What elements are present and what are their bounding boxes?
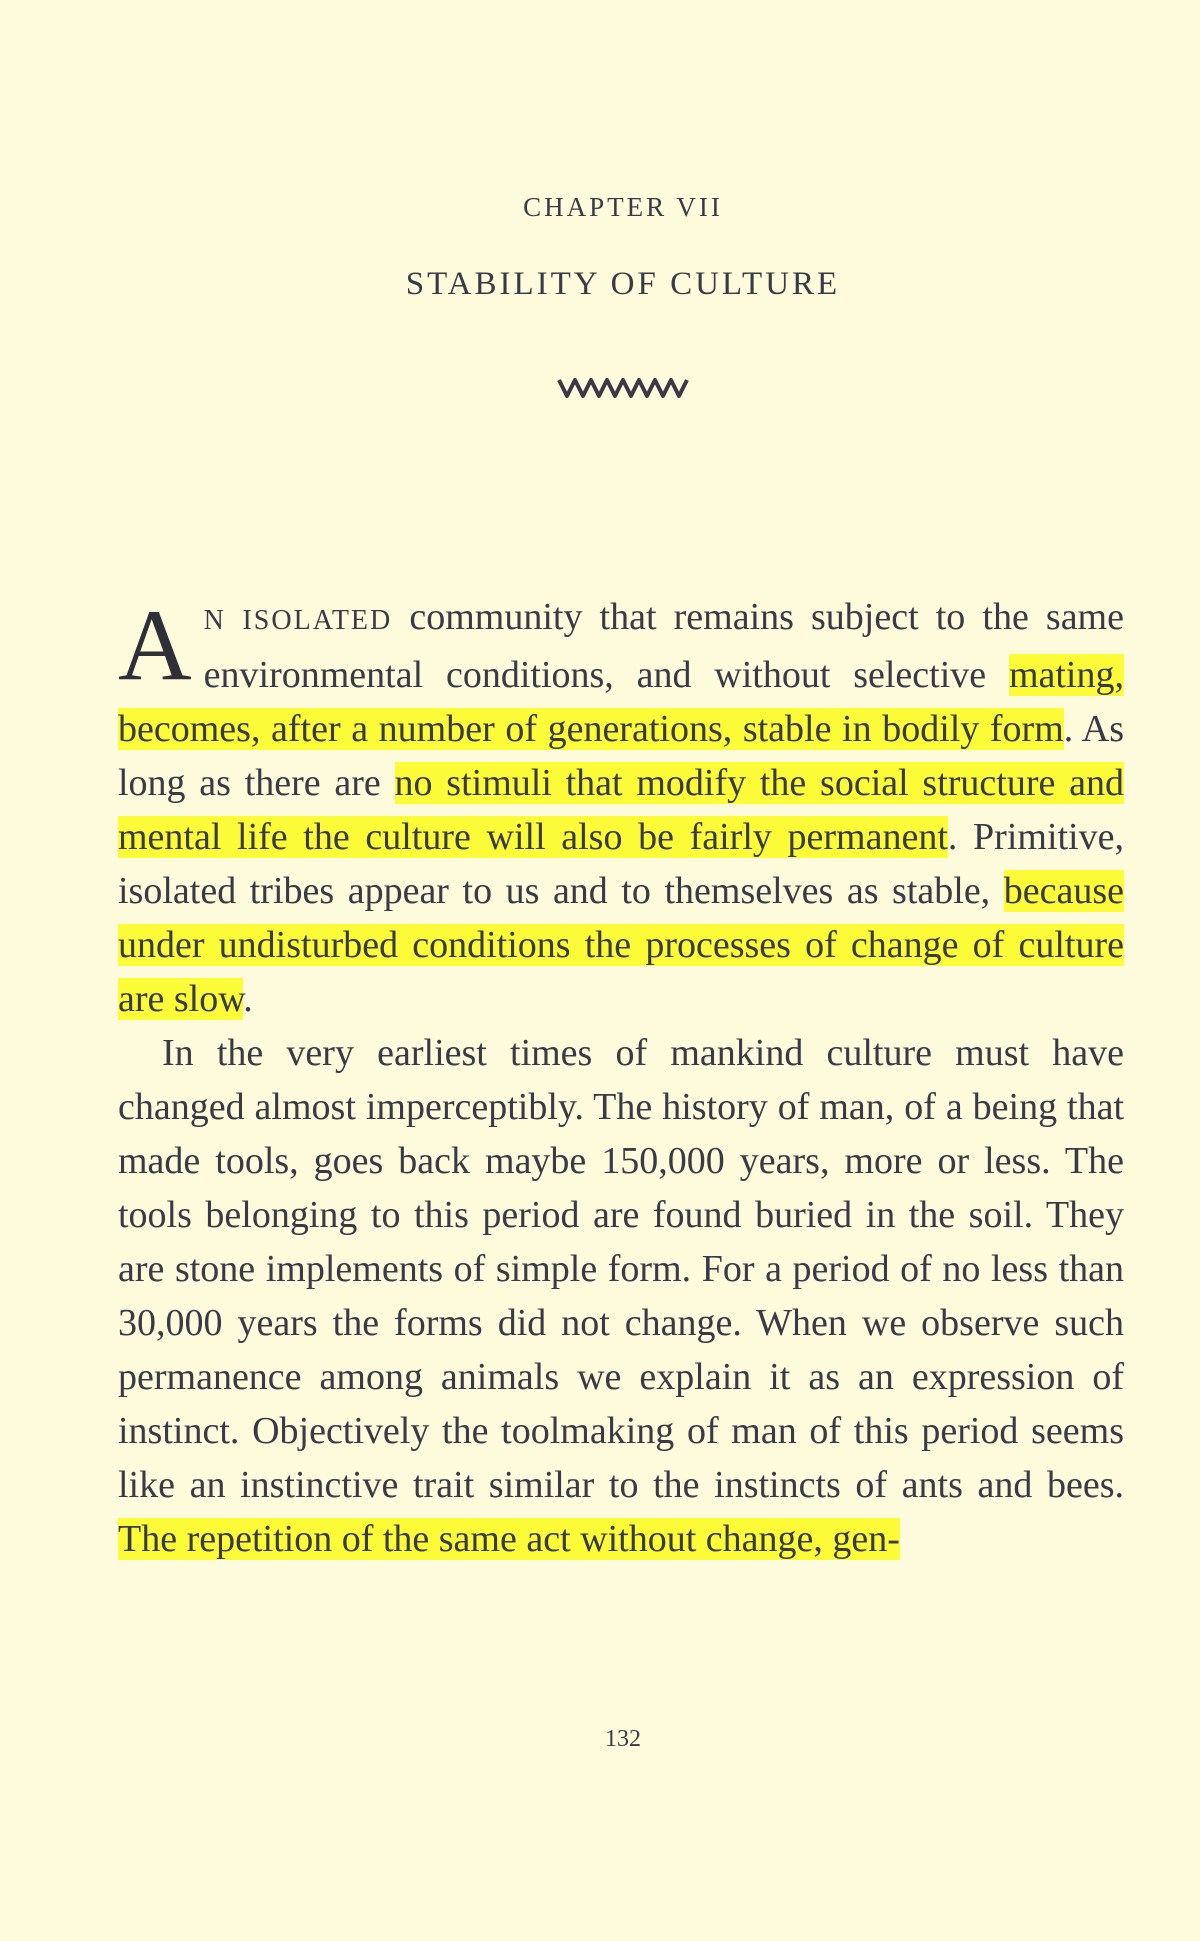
paragraph-2-text-a: In the very earliest times of mankind culture must have changed almost imperceptibly. The history of man, of a being that made tools, goes back maybe 150,000 years, more or less. The tools belonging to this period are found buried in the soil. They are stone implements of simple form. For a period of no less than 30,000 years the forms did not change. When we observe such permanence among animals we explain it as an expression of instinct. Objectively the toolmaking of man of this period seems like an instinctive trait similar to the instincts of ants and bees.: [118, 1032, 1124, 1506]
highlight-4: The repetition of the same act without change, gen-: [118, 1518, 900, 1560]
lead-smallcaps: N ISOLATED: [203, 605, 393, 636]
paragraph-1-text-b: . As long as there are: [118, 708, 1124, 804]
paragraph-1-text-c: . Primitive, isolated tribes appear to us and to themselves as stable,: [118, 816, 1124, 912]
chapter-title: STABILITY OF CULTURE: [405, 266, 841, 302]
highlight-3: because under undisturbed conditions the processes of change of culture are slow: [118, 870, 1124, 1020]
paragraph-2: [118, 1026, 1124, 1566]
paragraph-1-text-d: .: [243, 978, 253, 1020]
paragraph-1: [118, 590, 1124, 1026]
drop-cap: A: [118, 589, 192, 702]
chapter-label: CHAPTER VII: [523, 192, 723, 222]
body-text: [118, 590, 1124, 1566]
paragraph-1-text-a: community that remains subject to the same environmental conditions, and without selective: [203, 596, 1124, 696]
page-number: 132: [605, 1726, 641, 1752]
ornament-squiggle-icon: [555, 372, 695, 402]
highlight-2: no stimuli that modify the social structure and mental life the culture will also be fairly permanent: [118, 762, 1124, 858]
highlight-1: mating, becomes, after a number of generations, stable in bodily form: [118, 654, 1124, 750]
